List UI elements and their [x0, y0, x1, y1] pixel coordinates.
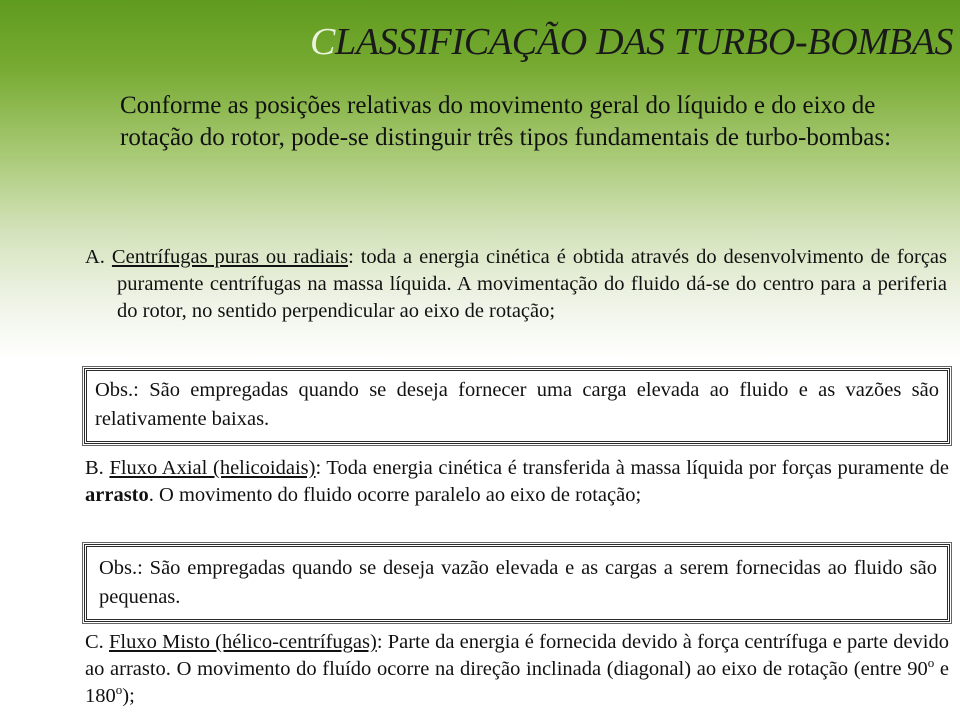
item-a-term: Centrífugas puras ou radiais — [111, 246, 349, 268]
item-c-sup2: o — [115, 682, 123, 698]
title-first-letter: C — [310, 21, 336, 63]
intro-paragraph: Conforme as posições relativas do movimento geral do líquido e do eixo de rotação do rotor, pode-se distinguir três tipos fundamentais de turbo-bombas: — [120, 92, 892, 151]
item-c-marker: C. — [85, 631, 110, 653]
item-b-text-before: : Toda energia cinética é transferida à massa líquida por forças puramente de — [315, 457, 949, 479]
obs-b-text: Obs.: São empregadas quando se deseja vazão elevada e as cargas a serem fornecidas ao fluido são pequenas. — [99, 557, 937, 608]
item-c-text-before: : Parte da energia é fornecida devido à força centrífuga e parte devido ao arrasto. O movimento do fluído ocorre na direção inclinada (diagonal) ao eixo de rotação (entre 90 — [85, 631, 949, 680]
item-b-marker: B. — [85, 457, 110, 479]
item-c — [85, 629, 949, 710]
title-rest: LASSIFICAÇÃO DAS TURBO-BOMBAS — [335, 21, 954, 63]
item-a-marker: A. — [85, 246, 112, 268]
item-a-text: : toda a energia cinética é obtida através do desenvolvimento de forças puramente centrífugas na massa líquida. A movimentação do fluido dá-se do centro para a periferia do rotor, no sentido perpendicular ao eixo de rotação; — [117, 246, 947, 322]
item-b-text-after: . O movimento do fluido ocorre paralelo ao eixo de rotação; — [148, 484, 642, 506]
slide-title — [310, 20, 954, 64]
item-b-term: Fluxo Axial (helicoidais) — [109, 457, 316, 479]
obs-a-text: Obs.: São empregadas quando se deseja fornecer uma carga elevada ao fluido e as vazões são relativamente baixas. — [95, 379, 939, 430]
obs-box-a — [84, 368, 950, 444]
item-b-bold: arrasto — [85, 484, 149, 506]
item-c-mid: e 180 — [85, 658, 949, 707]
item-b — [85, 455, 949, 509]
item-c-text-after: ); — [122, 685, 135, 707]
obs-box-b — [84, 544, 950, 622]
item-c-sup1: o — [927, 655, 935, 671]
item-c-term: Fluxo Misto (hélico-centrífugas) — [109, 631, 377, 653]
item-a — [85, 244, 947, 325]
